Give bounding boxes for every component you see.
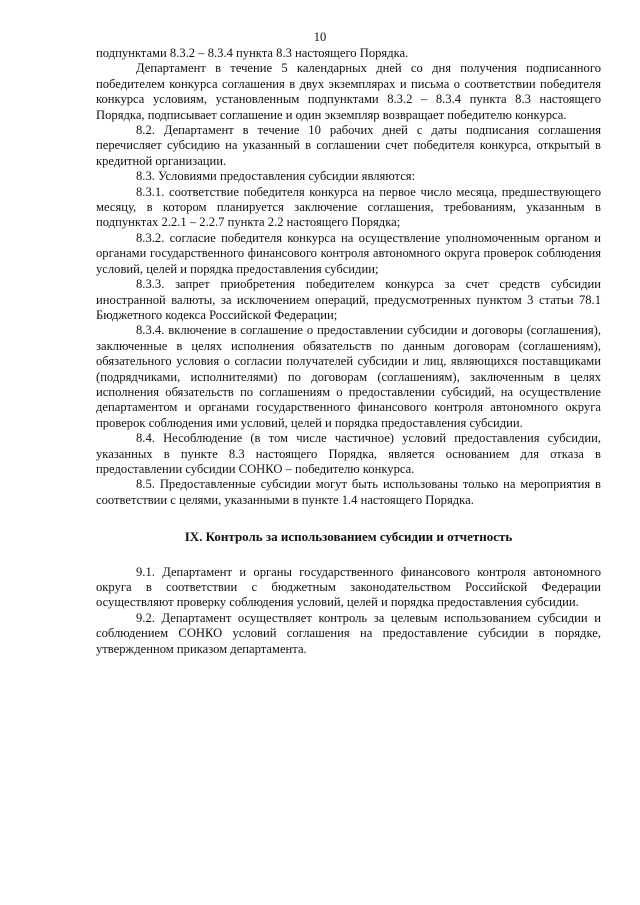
paragraph: подпунктами 8.3.2 – 8.3.4 пункта 8.3 настоящего Порядка. — [96, 46, 409, 60]
page-number: 10 — [313, 30, 327, 44]
paragraph: 8.3. Условиями предоставления субсидии являются: — [136, 169, 416, 184]
paragraph: 9.2. Департамент осуществляет контроль за целевым использованием субсидии и соблюдением СОНКО условий соглашения на предоставление субсидии в порядке, утвержденном приказом департамента. — [96, 610, 601, 656]
paragraph: 8.3.1. соответствие победителя конкурса на первое число месяца, предшествующего месяцу, в котором планируется заключение соглашения, требованиям, указанным в подпунктах 2.2.1 – 2.2.7 пункта 2.2 настоящего Порядка; — [96, 184, 601, 230]
paragraph: 8.3.4. включение в соглашение о предоставлении субсидии и договоры (соглашения), заключенные в целях исполнения обязательств по данным договорам (соглашениям), обязательного условия о согласии получателей субсидии и лиц, являющихся поставщиками (подрядчиками, исполнителями) по договорам (соглашениям), заключенным в целях исполнения обязательств по соглашениям о предоставлении субсидий, на осуществление департаментом и органами государственного финансового контроля автономного округа проверок соблюдения ими условий, целей и порядка предоставления субсидии. — [96, 323, 601, 430]
paragraph: 8.3.3. запрет приобретения победителем конкурса за счет средств субсидии иностранной валюты, за исключением операций, предусмотренных пунктом 3 статьи 78.1 Бюджетного кодекса Российской Федерации; — [96, 277, 601, 322]
paragraph: 8.5. Предоставленные субсидии могут быть использованы только на мероприятия в соответствии с целями, указанными в пункте 1.4 настоящего Порядка. — [96, 477, 601, 507]
paragraph: 9.1. Департамент и органы государственного финансового контроля автономного округа в соответствии с бюджетным законодательством Российской Федерации осуществляют проверку соблюдения условий, целей и порядка предоставления субсидии. — [96, 564, 601, 610]
document-body — [96, 46, 601, 657]
paragraph: 8.3.2. согласие победителя конкурса на осуществление уполномоченным органом и органами государственного финансового контроля автономного округа проверок соблюдения условий, целей и порядка предоставления субсидии; — [96, 230, 601, 276]
section-heading: IX. Контроль за использованием субсидии и отчетность — [184, 529, 513, 545]
paragraph: Департамент в течение 5 календарных дней со дня получения подписанного победителем конкурса соглашения в двух экземплярах и письма о соответствии победителя конкурса условиям, установленным подпунктами 8.3.2 – 8.3.4 пункта 8.3 настоящего Порядка, подписывает соглашение и один экземпляр возвращает победителю конкурса. — [96, 61, 601, 122]
paragraph: 8.2. Департамент в течение 10 рабочих дней с даты подписания соглашения перечисляет субсидию на указанный в соглашении счет победителя конкурса, открытый в кредитной организации. — [96, 123, 601, 168]
paragraph: 8.4. Несоблюдение (в том числе частичное) условий предоставления субсидии, указанных в пункте 8.3 настоящего Порядка, является основанием для отказа в предоставлении субсидии СОНКО – победителю конкурса. — [96, 431, 601, 476]
